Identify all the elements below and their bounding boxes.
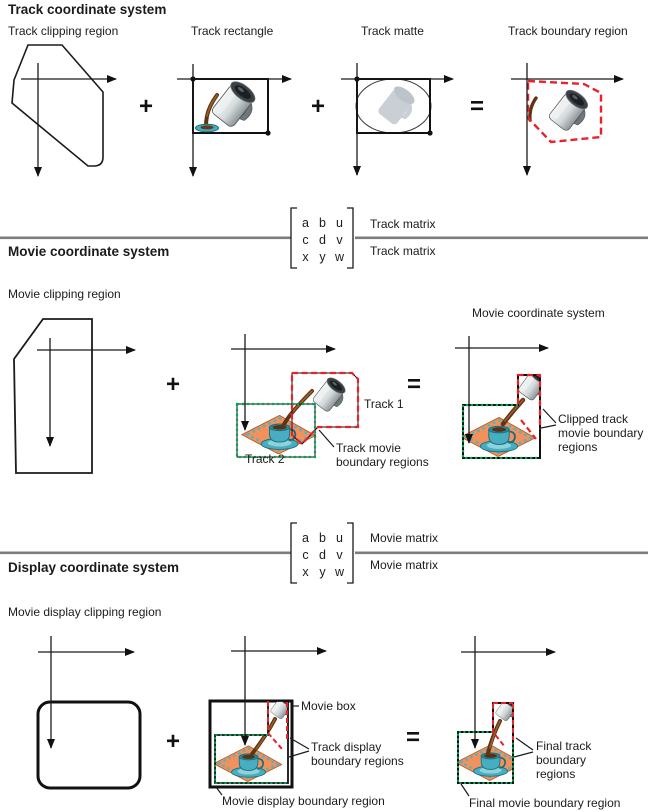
track-plus-operator-2: + bbox=[310, 93, 326, 120]
track-display-boundary-label: Track display boundary regions bbox=[311, 740, 404, 768]
display-equals-operator: = bbox=[405, 724, 421, 751]
movie-clipping-label: Movie clipping region bbox=[8, 287, 121, 301]
track-equals-operator: = bbox=[469, 93, 485, 120]
matrix-cell: b bbox=[319, 216, 326, 230]
matrix-cell: d bbox=[319, 233, 326, 247]
track-matrix bbox=[297, 215, 348, 266]
matrix-cell: w bbox=[334, 565, 345, 579]
track-clipping-shape bbox=[12, 45, 103, 166]
display-clipping-shape bbox=[38, 702, 140, 788]
movie-matrix bbox=[297, 530, 348, 581]
track-matte-shape bbox=[356, 79, 431, 133]
movie-display-boundary-label: Movie display boundary region bbox=[222, 794, 385, 808]
track-movie-boundary-label: Track movie boundary regions bbox=[336, 441, 429, 469]
track-boundary-label: Track boundary region bbox=[508, 24, 628, 38]
matrix-cell: u bbox=[336, 531, 343, 545]
matrix-cell: c bbox=[302, 548, 309, 562]
track-boundary-shape bbox=[528, 81, 601, 142]
matrix-cell: y bbox=[319, 565, 326, 579]
track2-label: Track 2 bbox=[245, 452, 285, 466]
track-clipping-label: Track clipping region bbox=[8, 24, 119, 38]
movie-section-heading: Movie coordinate system bbox=[8, 244, 170, 259]
movie-clipping-shape bbox=[14, 319, 92, 473]
matrix-cell: x bbox=[302, 250, 309, 264]
track-rectangle-label: Track rectangle bbox=[191, 24, 274, 38]
matrix-cell: d bbox=[319, 548, 326, 562]
track-section-heading: Track coordinate system bbox=[8, 2, 167, 17]
final-track-boundary-label: Final track boundary regions bbox=[536, 739, 592, 781]
matrix-cell: u bbox=[336, 216, 343, 230]
movie-coordinate-label: Movie coordinate system bbox=[472, 306, 605, 320]
clipped-track-boundary-label: Clipped track movie boundary regions bbox=[558, 412, 644, 454]
movie-matrix-label-above: Movie matrix bbox=[370, 531, 439, 545]
movie-box-label: Movie box bbox=[301, 699, 356, 713]
final-movie-boundary-label: Final movie boundary region bbox=[469, 796, 621, 810]
matrix-cell: v bbox=[336, 233, 343, 247]
display-result-shape bbox=[456, 695, 524, 783]
matrix-cell: w bbox=[334, 250, 345, 264]
track1-label: Track 1 bbox=[364, 397, 404, 411]
track-rectangle-shape bbox=[193, 78, 268, 133]
movie-matrix-label-below: Movie matrix bbox=[370, 558, 439, 572]
track-matrix-label-below: Track matrix bbox=[370, 244, 436, 258]
matrix-cell: a bbox=[302, 216, 309, 230]
track-matte-label: Track matte bbox=[361, 24, 424, 38]
movie-result-shape bbox=[461, 367, 553, 458]
movie-box-shape bbox=[210, 693, 297, 787]
matrix-cell: b bbox=[319, 531, 326, 545]
matrix-cell: y bbox=[319, 250, 326, 264]
display-section-heading: Display coordinate system bbox=[8, 560, 180, 575]
matrix-cell: a bbox=[302, 531, 309, 545]
matrix-cell: x bbox=[302, 565, 309, 579]
movie-display-clipping-label: Movie display clipping region bbox=[8, 605, 162, 619]
display-plus-operator: + bbox=[165, 728, 181, 755]
movie-equals-operator: = bbox=[406, 371, 422, 398]
matrix-cell: c bbox=[302, 233, 309, 247]
movie-plus-operator: + bbox=[165, 371, 181, 398]
track-matrix-label-above: Track matrix bbox=[370, 217, 436, 231]
track-plus-operator-1: + bbox=[138, 93, 154, 120]
matrix-cell: v bbox=[336, 548, 343, 562]
